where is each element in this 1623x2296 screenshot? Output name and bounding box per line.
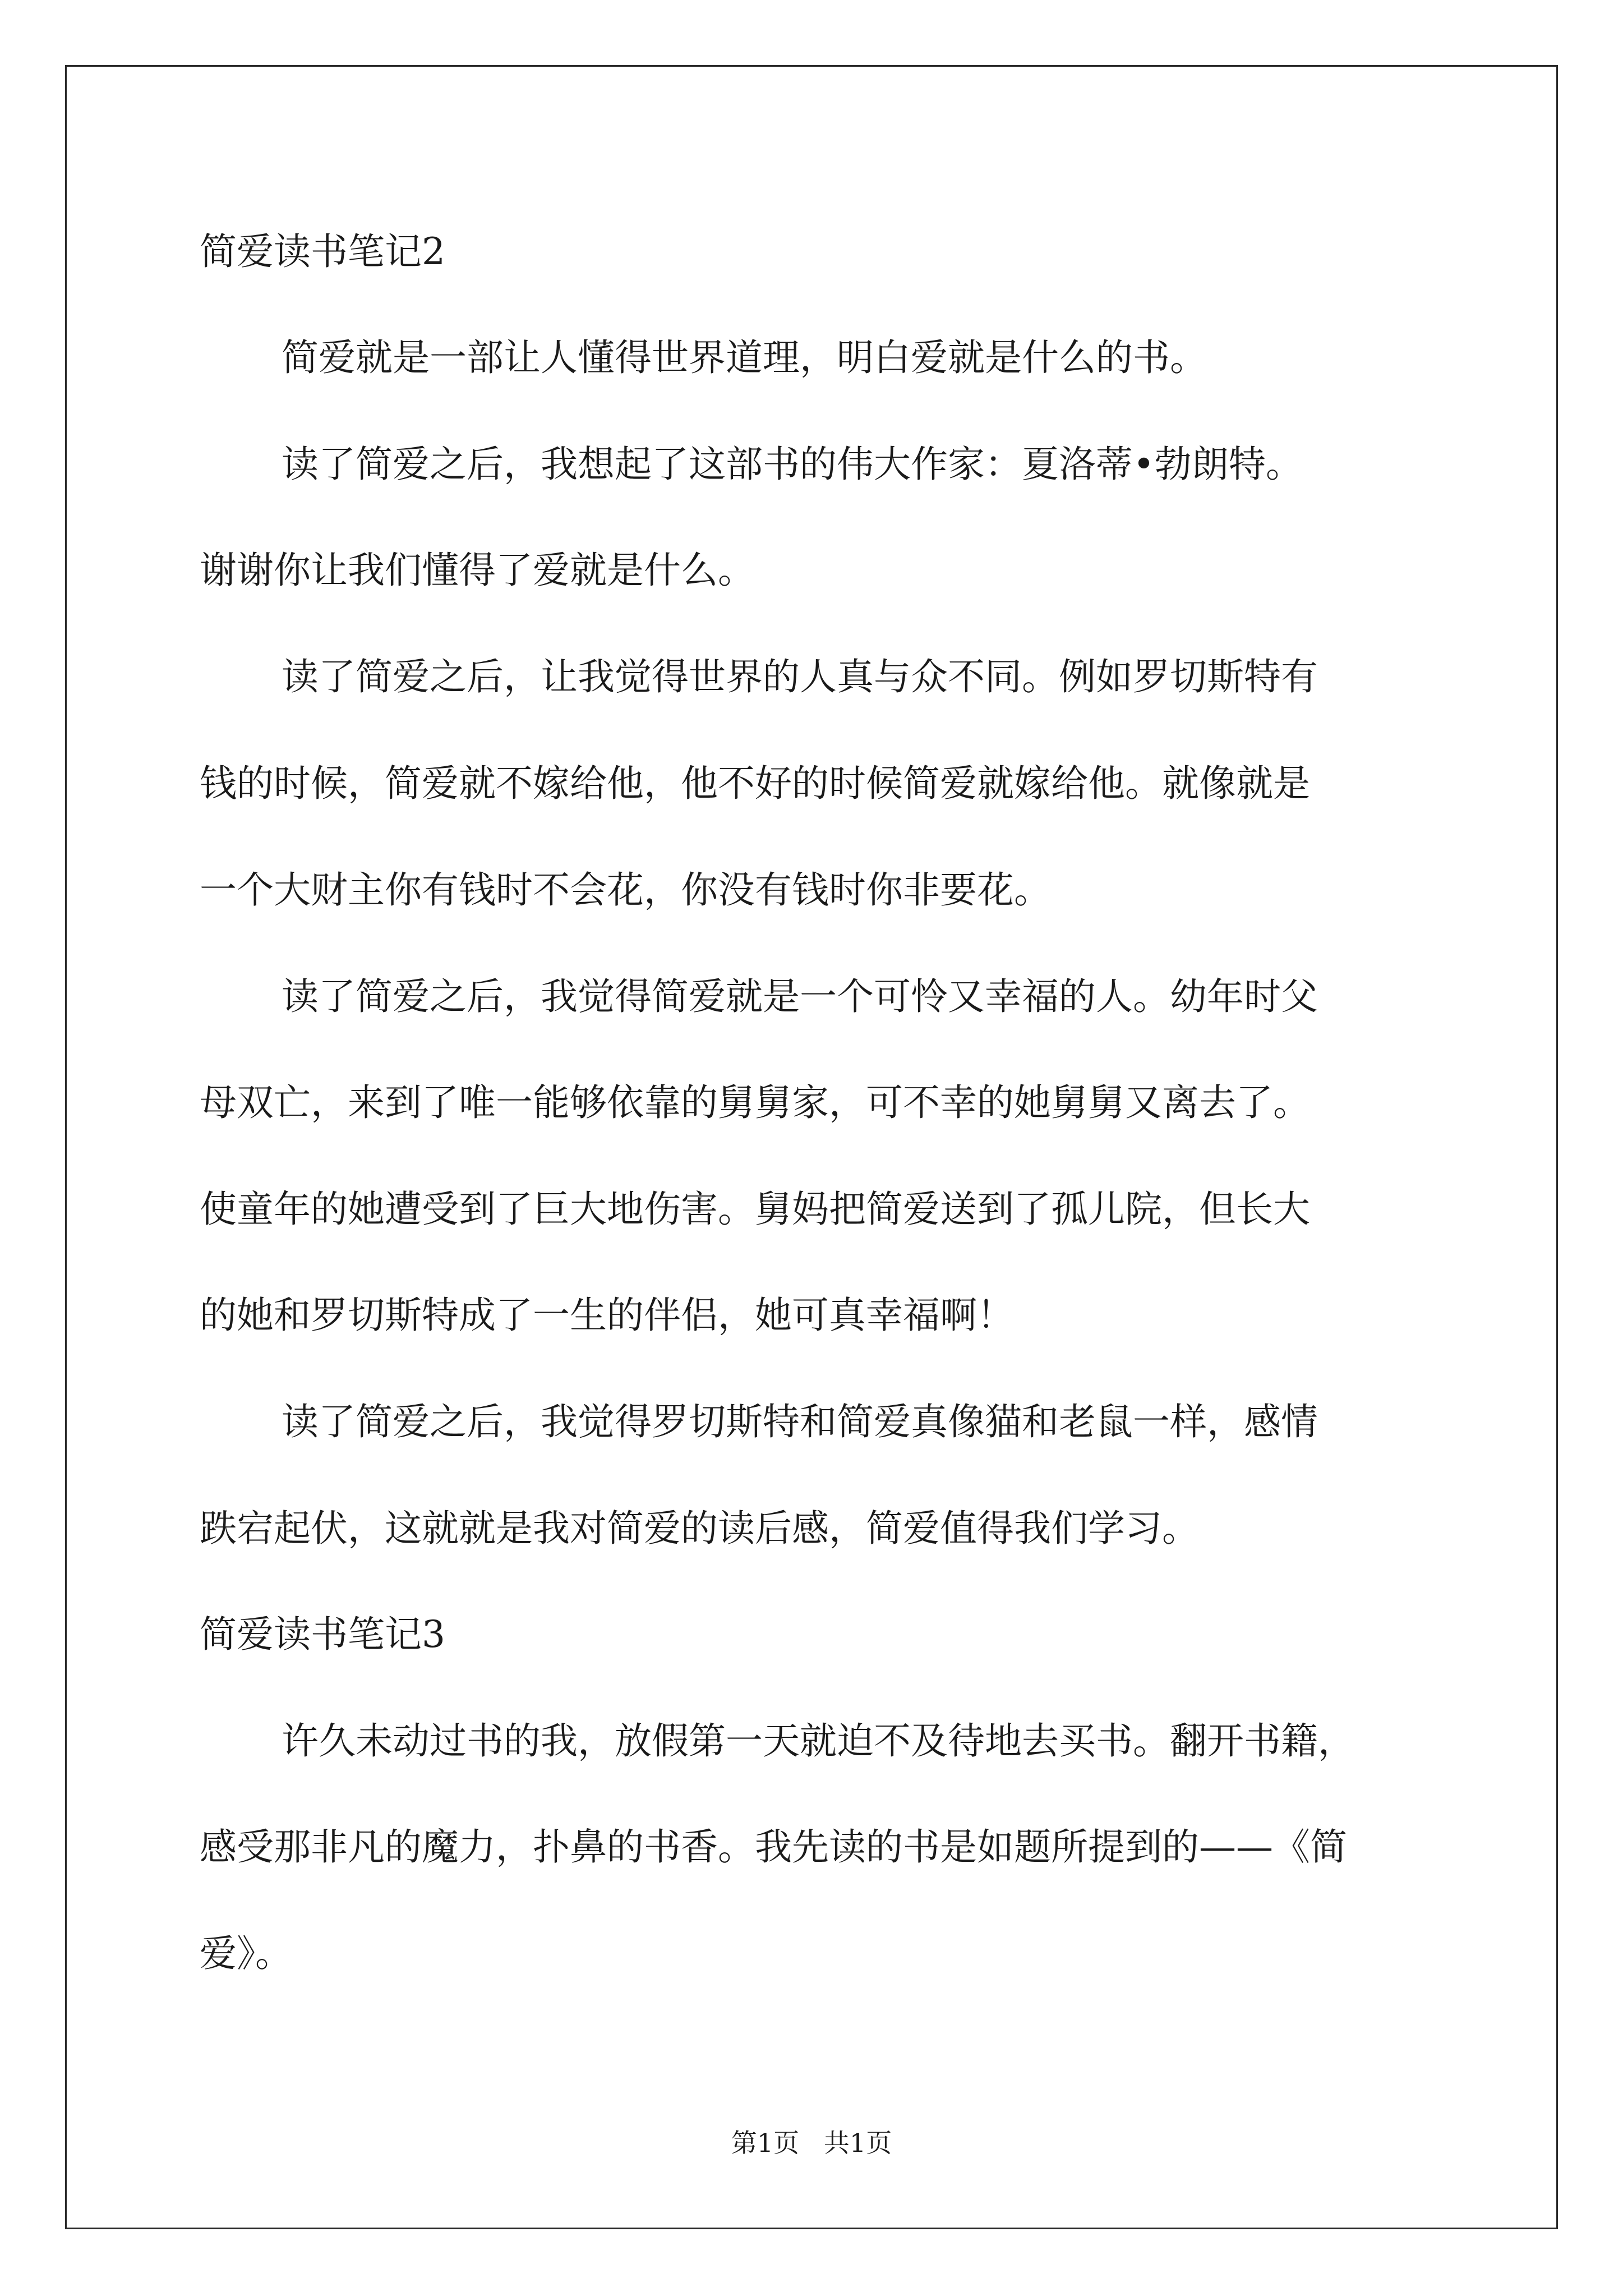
paragraph-line: 母双亡，来到了唯一能够依靠的舅舅家，可不幸的她舅舅又离去了。 [200, 1081, 1310, 1124]
paragraph-line: 感受那非凡的魔力，扑鼻的书香。我先读的书是如题所提到的——《简 [200, 1825, 1347, 1869]
paragraph-line: 爱》。 [200, 1932, 292, 1975]
section-heading: 简爱读书笔记2 [200, 230, 445, 273]
paragraph-line: 简爱就是一部让人懂得世界道理，明白爱就是什么的书。 [282, 336, 1207, 379]
document-body [200, 0, 1461, 2296]
paragraph-line: 读了简爱之后，我觉得简爱就是一个可怜又幸福的人。幼年时父 [282, 975, 1318, 1018]
paragraph-line: 钱的时候，简爱就不嫁给他，他不好的时候简爱就嫁给他。就像就是 [200, 762, 1310, 805]
paragraph-line: 谢谢你让我们懂得了爱就是什么。 [200, 549, 755, 592]
paragraph-line: 许久未动过书的我，放假第一天就迫不及待地去买书。翻开书籍， [282, 1719, 1355, 1763]
paragraph-line: 跌宕起伏，这就就是我对简爱的读后感，简爱值得我们学习。 [200, 1507, 1199, 1550]
page-footer: 第1页 共1页 [731, 2128, 892, 2158]
paragraph-line: 读了简爱之后，让我觉得世界的人真与众不同。例如罗切斯特有 [282, 655, 1318, 698]
section-heading: 简爱读书笔记3 [200, 1613, 445, 1656]
paragraph-line: 一个大财主你有钱时不会花，你没有钱时你非要花。 [200, 868, 1051, 912]
paragraph-line: 读了简爱之后，我觉得罗切斯特和简爱真像猫和老鼠一样，感情 [282, 1400, 1318, 1443]
paragraph-line: 使童年的她遭受到了巨大地伤害。舅妈把简爱送到了孤儿院，但长大 [200, 1188, 1310, 1231]
paragraph-line: 读了简爱之后，我想起了这部书的伟大作家：夏洛蒂•勃朗特。 [282, 443, 1303, 486]
paragraph-line: 的她和罗切斯特成了一生的伴侣，她可真幸福啊！ [200, 1294, 1014, 1337]
